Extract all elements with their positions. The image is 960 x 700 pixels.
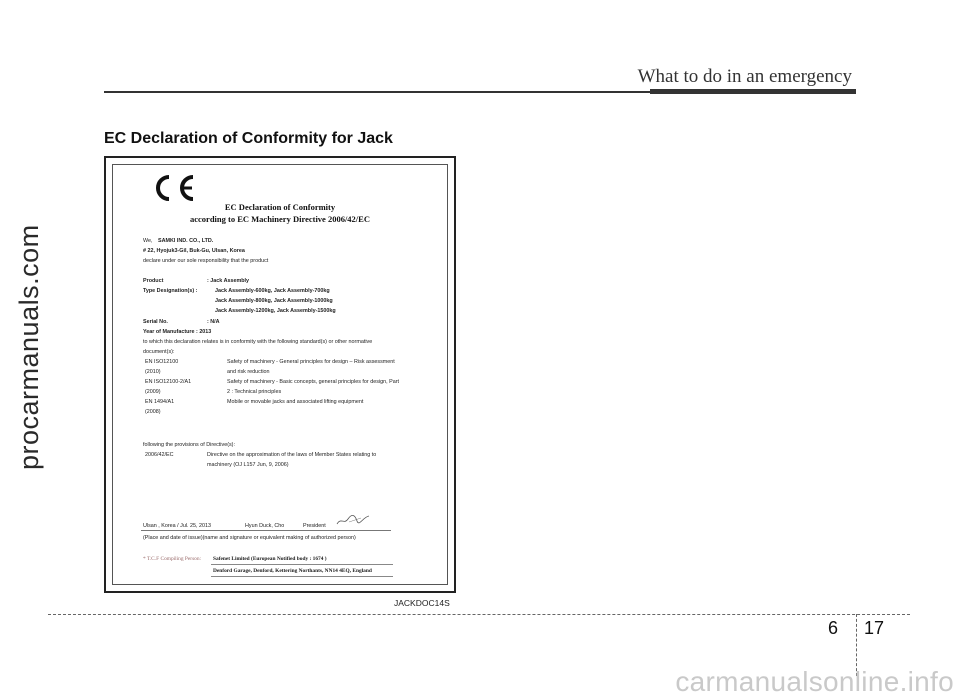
type-value-2: Jack Assembly-800kg, Jack Assembly-1000kg [215,298,333,304]
signature-icon [335,513,371,527]
place-note: (Place and date of issue)(name and signature or equivalent making of authorized person) [143,535,356,541]
certificate-inner-border [112,164,448,585]
page-number: 17 [864,618,885,638]
certificate-subtitle: according to EC Machinery Directive 2006/42/EC [190,214,370,224]
signer-name: Hyun Duck, Cho [245,523,285,529]
type-value-1: Jack Assembly-600kg, Jack Assembly-700kg [215,288,330,294]
footer-rule [48,614,910,615]
product-label: Product [143,278,164,284]
signature-line [141,530,391,531]
bottom-watermark: carmanualsonline.info [675,666,954,697]
type-label: Type Designation(s) : [143,288,198,294]
standard-2-year: (2009) [145,389,161,395]
standard-2-desc-2: 2 : Technical principles [227,389,282,395]
certificate-frame [104,156,456,593]
tcf-value-2: Denford Garage, Denford, Kettering Northants, NN14 4EQ, England [213,568,372,574]
directive-code: 2006/42/EC [145,452,174,458]
certificate-title: EC Declaration of Conformity [224,202,336,212]
company-name: SAMKI IND. CO., LTD. [158,238,214,244]
signer-title: President [303,523,326,529]
standard-2-code: EN ISO12100-2/A1 [145,379,192,385]
standard-3-desc-1: Mobile or movable jacks and associated lifting equipment [227,399,364,405]
standard-1-year: (2010) [145,369,161,375]
year-label: Year of Manufacture : 2013 [143,329,212,335]
standard-3-code: EN 1494/A1 [145,399,175,405]
directive-desc-2: machinery (OJ L157 Jun, 9, 2006) [207,462,289,468]
section-title: What to do in an emergency [637,66,852,87]
type-value-3: Jack Assembly-1200kg, Jack Assembly-1500kg [215,308,336,314]
side-watermark: procarmanuals.com [14,224,44,470]
standard-3-year: (2008) [145,409,161,415]
ce-mark-icon [147,173,199,203]
provisions-label: following the provisions of Directive(s): [143,442,235,448]
tcf-value-1: Safenet Limited (European Notified body : 1674 ) [213,556,327,562]
directive-desc-1: Directive on the approximation of the laws of Member States relating to [207,452,377,458]
tcf-rule-1 [211,564,393,565]
conformity-line-2: document(s): [143,349,175,355]
header-rule-accent [650,89,856,94]
standard-2-desc-1: Safety of machinery - Basic concepts, general principles for design, Part [227,379,399,385]
company-address: # 22, Hyojuk3-Gil, Buk-Gu, Ulsan, Korea [143,248,245,254]
serial-value: : N/A [207,319,220,325]
declare-text: declare under our sole responsibility that the product [143,258,269,264]
standard-1-desc-2: and risk reduction [227,369,270,375]
page-title: EC Declaration of Conformity for Jack [104,130,393,147]
serial-label: Serial No. [143,319,168,325]
company-row [143,239,213,244]
place-date: Ulsan , Korea / Jul. 25, 2013 [143,523,212,529]
document-code: JACKDOC14S [394,598,450,608]
product-value: : Jack Assembly [207,278,250,284]
standard-1-desc-1: Safety of machinery - General principles for design – Risk assessment [227,359,395,365]
tcf-label: * T.C.F Compiling Person: [143,556,202,562]
conformity-line-1: to which this declaration relates is in conformity with the following standard(s) or other normative [143,339,373,345]
chapter-number: 6 [828,618,839,638]
standard-1-code: EN ISO12100 [145,359,179,365]
tcf-rule-2 [211,576,393,577]
we-prefix: We, [143,238,153,244]
